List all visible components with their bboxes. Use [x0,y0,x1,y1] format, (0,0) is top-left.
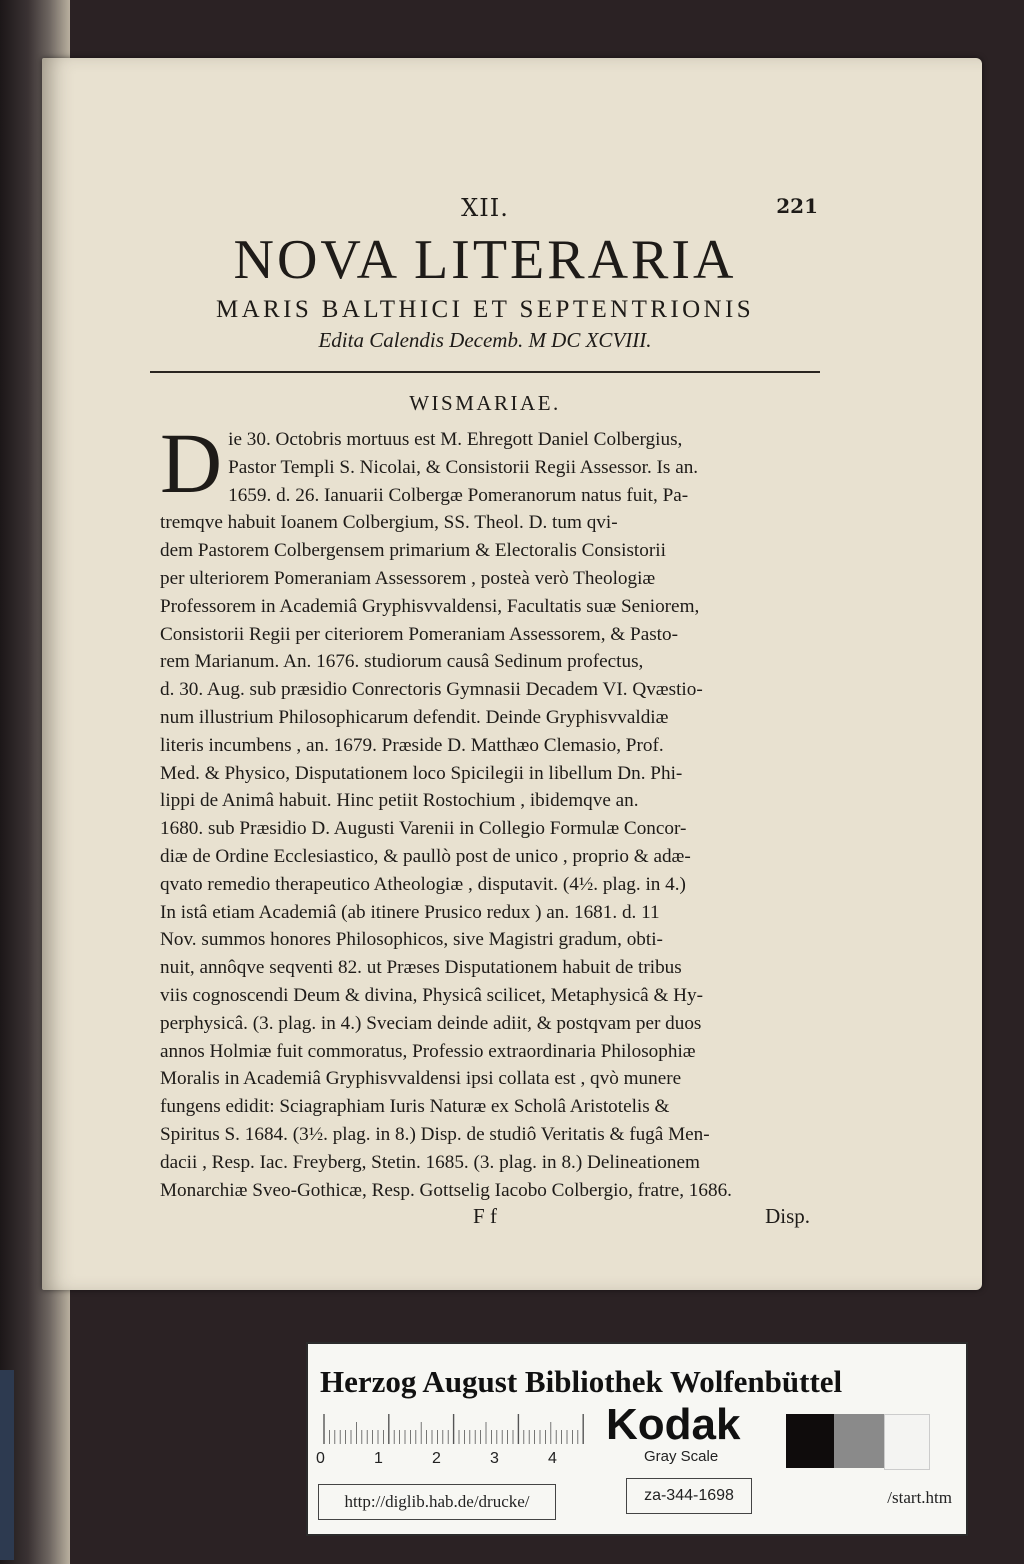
body-line: viis cognoscendi Deum & divina, Physicâ scilicet, Metaphysicâ & Hy- [160,984,704,1006]
title-rule [150,371,820,373]
shelfmark-label: za-344-1698 [626,1478,752,1514]
body-line: literis incumbens , an. 1679. Præside D. Matthæo Clemasio, Prof. [160,734,664,756]
journal-title: NOVA LITERARIA [233,229,737,291]
body-line: nuit, annôqve seqventi 82. ut Præses Disputationem habuit de tribus [160,957,682,979]
catchword: Disp. [765,1204,810,1229]
body-line: per ulteriorem Pomeraniam Assessorem , posteà verò Theologiæ [160,567,656,589]
body-line: Med. & Physico, Disputationem loco Spicilegii in libellum Dn. Phi- [160,762,683,784]
body-line: annos Holmiæ fuit commoratus, Professio extraordinaria Philosophiæ [160,1040,696,1062]
body-line: 1659. d. 26. Ianuarii Colbergæ Pomeranorum natus fuit, Pa- [228,484,689,506]
gray-scale-label: Gray Scale [644,1448,719,1465]
body-text [160,415,810,1204]
gray-swatch-mid [834,1414,884,1468]
body-line: dacii , Resp. Iac. Freyberg, Stetin. 1685. (3. plag. in 8.) Delineationem [160,1151,700,1173]
ruler-scale [320,1412,590,1444]
ruler-number: 3 [490,1450,499,1467]
body-line: num illustrium Philosophicarum defendit. Deinde Gryphisvvaldiæ [160,706,669,728]
library-name: Herzog August Bibliothek Wolfenbüttel [320,1364,843,1399]
scanner-edge-strip [0,1370,14,1560]
body-line: rem Marianum. An. 1676. studiorum causâ Sedinum profectus, [160,651,644,673]
page-number: 221 [776,194,818,218]
ruler-number: 4 [548,1450,557,1467]
signature-mark: F f [473,1204,497,1229]
body-line: d. 30. Aug. sub præsidio Conrectoris Gymnasii Decadem VI. Qvæstio- [160,679,703,701]
ruler-number: 0 [316,1450,325,1467]
kodak-logo: Kodak [606,1400,741,1449]
ruler-number: 2 [432,1450,441,1467]
body-line: perphysicâ. (3. plag. in 4.) Sveciam deinde adiit, & postqvam per duos [160,1012,702,1034]
gray-swatch-white [884,1414,930,1470]
journal-subtitle: MARIS BALTHICI ET SEPTENTRIONIS [215,296,755,323]
body-line: In istâ etiam Academiâ (ab itinere Prusico redux ) an. 1681. d. 11 [160,901,660,923]
body-line: tremqve habuit Ioanem Colbergium, SS. Theol. D. tum qvi- [160,512,618,534]
body-line: 1680. sub Præsidio D. Augusti Varenii in Collegio Formulæ Concor- [160,818,687,840]
edition-line: Edita Calendis Decemb. M DC XCVIII. [318,328,652,352]
running-head [160,188,818,228]
body-lines [160,415,810,1204]
body-line: Spiritus S. 1684. (3½. plag. in 8.) Disp. de studiô Veritatis & fugâ Men- [160,1123,710,1145]
start-link-label: /start.htm [887,1488,952,1507]
body-line: Nov. summos honores Philosophicos, sive Magistri gradum, obti- [160,929,663,951]
place-heading: WISMARIAE. [409,391,561,415]
body-line: dem Pastorem Colbergensem primarium & Electoralis Consistorii [160,540,666,562]
body-line: Moralis in Academiâ Gryphisvvaldensi ipsi collata est , qvò munere [160,1068,682,1090]
book-page [42,58,982,1290]
body-line: Pastor Templi S. Nicolai, & Consistorii Regii Assessor. Is an. [228,456,699,478]
body-line: fungens edidit: Sciagraphiam Iuris Naturæ ex Scholâ Aristotelis & [160,1096,670,1118]
body-line: diæ de Ordine Ecclesiastico, & paullò post de unico , proprio & adæ- [160,845,691,867]
body-line: Monarchiæ Sveo-Gothicæ, Resp. Gottselig Iacobo Colbergio, fratre, 1686. [160,1179,732,1201]
section-number: XII. [461,194,509,222]
body-line: ie 30. Octobris mortuus est M. Ehregott Daniel Colbergius, [228,429,683,450]
body-line: Consistorii Regii per citeriorem Pomeraniam Assessorem, & Pasto- [160,623,678,645]
drop-cap: D [160,415,223,511]
body-line: lippi de Animâ habuit. Hinc petiit Rostochium , ibidemqve an. [160,790,639,812]
library-target-card [306,1342,968,1536]
gray-swatch-black [786,1414,834,1468]
signature-line [160,1204,810,1234]
body-line: Professorem in Academiâ Gryphisvvaldensi, Facultatis suæ Seniorem, [160,595,700,617]
page-text-block [160,188,818,1234]
body-line: qvato remedio therapeutico Atheologiæ , disputavit. (4½. plag. in 4.) [160,873,686,895]
url-label: http://diglib.hab.de/drucke/ [318,1484,556,1520]
ruler-number: 1 [374,1450,383,1467]
